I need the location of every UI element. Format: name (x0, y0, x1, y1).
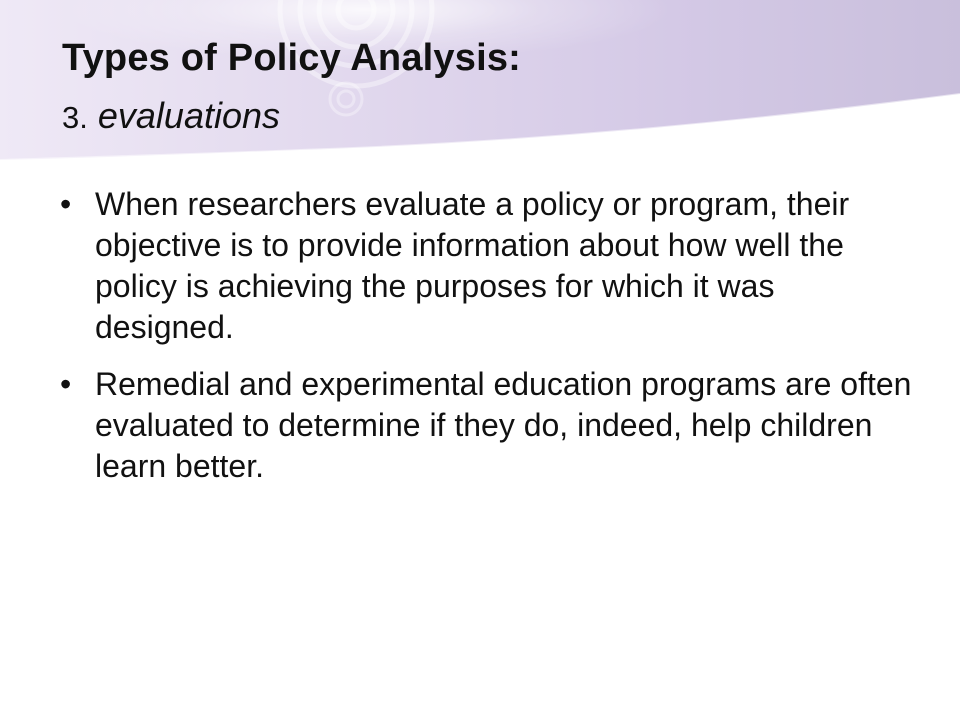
bullet-text: When researchers evaluate a policy or program, their objective is to provide information about how well the policy is achieving the purposes for which it was designed. (95, 186, 850, 345)
slide-title: Types of Policy Analysis: (62, 37, 522, 79)
subtitle-text: evaluations (97, 95, 281, 136)
bullet-item (60, 364, 920, 487)
bullet-list (60, 184, 920, 503)
bullet-marker: • (60, 366, 72, 402)
title-block (62, 34, 922, 140)
bullet-text: Remedial and experimental education programs are often evaluated to determine if they do, indeed, help children learn better. (95, 366, 912, 484)
bullet-marker: • (60, 186, 72, 222)
bullet-item (60, 184, 920, 348)
subtitle-number: 3. (62, 100, 88, 135)
slide-subtitle (62, 94, 922, 140)
